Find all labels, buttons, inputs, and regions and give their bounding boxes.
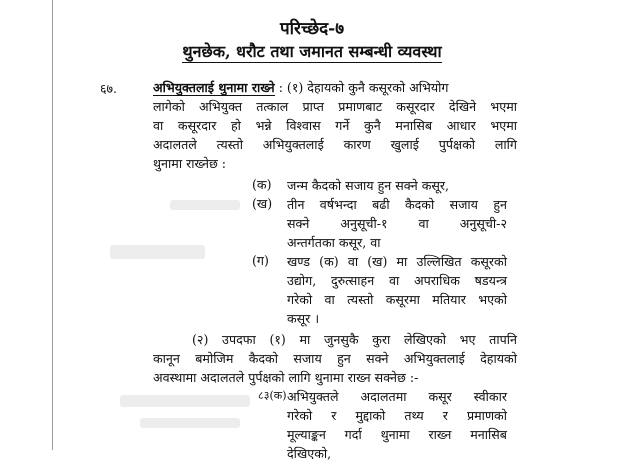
- section-heading: अभियुक्तलाई थुनामा राख्ने: [153, 80, 275, 95]
- clause-line: मूल्याङ्कन गर्दा थुनामा राख्न मनासिब: [287, 427, 507, 442]
- page-margin-line: [52, 0, 53, 450]
- clause-marker: (ग): [252, 253, 269, 268]
- scan-smudge: [170, 200, 240, 210]
- section-first-line: [153, 78, 517, 97]
- clause-line: खण्ड (क) वा (ख) मा उल्लिखित कसूरको: [287, 254, 507, 269]
- clause-line: कसूर ।: [287, 311, 320, 326]
- clause-line: अन्तर्गतका कसूर, वा: [287, 235, 381, 250]
- chapter-number: परिच्छेद-७: [279, 19, 345, 39]
- clause-marker: (ख): [252, 196, 273, 211]
- footnote-number: ८३: [258, 389, 270, 402]
- scan-smudge: [120, 395, 250, 407]
- clause-marker: (क): [252, 177, 272, 192]
- clause-line: जन्म कैदको सजाय हुन सक्ने कसूर,: [287, 178, 450, 193]
- subsection-1-line: थुनामा राख्नेछ :: [153, 156, 227, 171]
- clause-line: अभियुक्तले अदालतमा कसूर स्वीकार: [287, 389, 507, 404]
- clause-line: गरेको वा त्यस्तो कसूरमा मतियार भएको: [287, 292, 507, 307]
- subsection-1-line: लागेको अभियुक्त तत्काल प्राप्त प्रमाणबाट कसूरदार देखिने भएमा: [153, 99, 517, 114]
- subsection-1-line: वा कसूरदार हो भन्ने विश्वास गर्ने कुनै मनासिब आधार भएमा: [153, 118, 517, 133]
- clause-marker: (क): [269, 389, 287, 402]
- subsection-2-line: कानून बमोजिम कैदको सजाय हुन सक्ने अभियुक्तलाई देहायको: [153, 351, 517, 366]
- section-number: ६७.: [100, 81, 117, 96]
- clause-line: देखिएको,: [287, 446, 332, 461]
- chapter-title: थुनछेक, धरौट तथा जमानत सम्बन्धी व्यवस्था: [182, 42, 442, 61]
- clause-line: उद्योग, दुरुत्साहन वा अपराधिक षडयन्त्र: [287, 273, 507, 288]
- clause-line: तीन वर्षभन्दा बढी कैदको सजाय हुन: [287, 197, 507, 212]
- subsection-2-line: अवस्थामा अदालतले पुर्पक्षको लागि थुनामा राख्न सक्नेछ :-: [153, 370, 419, 385]
- scan-smudge: [140, 418, 240, 428]
- clause-line: सक्ने अनुसूची-१ वा अनुसूची-२: [287, 216, 507, 231]
- scan-smudge: [110, 245, 205, 259]
- subsection-2-line: (२) उपदफा (१) मा जुनसुकै कुरा लेखिएको भए तापनि: [192, 332, 517, 347]
- subsection-1-line: अदालतले त्यस्तो अभियुक्तलाई कारण खुलाई पुर्पक्षको लागि: [153, 137, 517, 152]
- subsection-1-line: : (१) देहायको कुनै कसूरको अभियोग: [278, 80, 449, 95]
- clause-line: गरेको र मुद्दाको तथ्य र प्रमाणको: [287, 408, 507, 423]
- subsection-2-clause-marker: [258, 388, 286, 403]
